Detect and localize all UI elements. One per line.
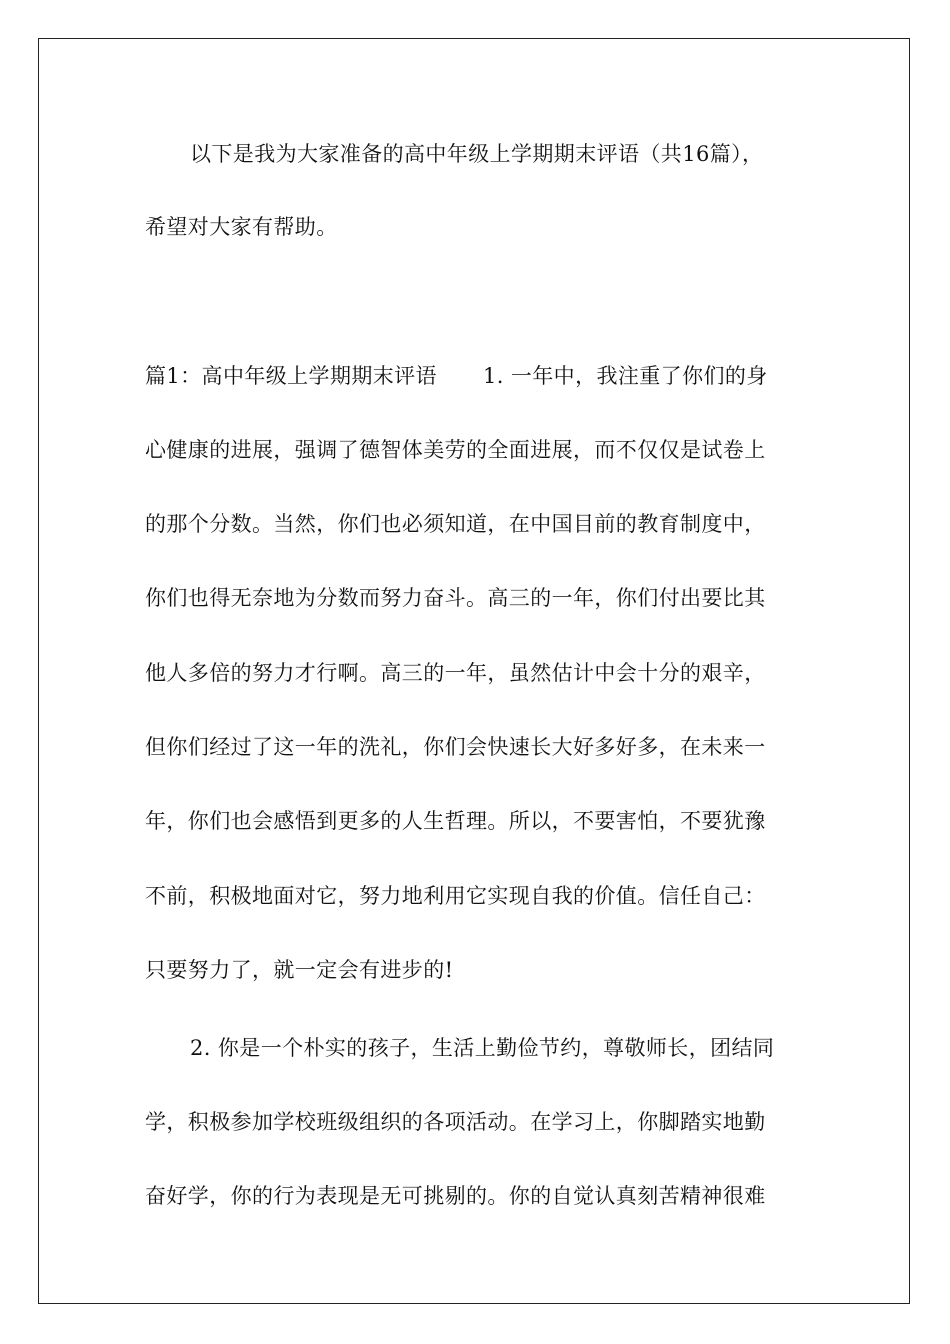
item-2-line: 学，积极参加学校班级组织的各项活动。在学习上，你脚踏实地勤 xyxy=(145,1110,766,1134)
intro-line-2: 希望对大家有帮助。 xyxy=(145,215,338,239)
item-2-line: 2. 你是一个朴实的孩子，生活上勤俭节约，尊敬师长，团结同 xyxy=(190,1036,775,1060)
item-1-line: 心健康的进展，强调了德智体美劳的全面进展，而不仅仅是试卷上 xyxy=(145,438,766,462)
item-2-line: 奋好学，你的行为表现是无可挑剔的。你的自觉认真刻苦精神很难 xyxy=(145,1184,766,1208)
item-1-line: 但你们经过了这一年的洗礼，你们会快速长大好多好多，在未来一 xyxy=(145,735,766,759)
item-1-line: 只要努力了，就一定会有进步的! xyxy=(145,958,454,982)
item-1-line: 你们也得无奈地为分数而努力奋斗。高三的一年，你们付出要比其 xyxy=(145,586,766,610)
section-1-first-line xyxy=(145,362,768,390)
item-1-line: 的那个分数。当然，你们也必须知道，在中国目前的教育制度中， xyxy=(145,512,766,536)
section-heading: 篇1：高中年级上学期期末评语 xyxy=(145,364,437,388)
item-1-line: 年，你们也会感悟到更多的人生哲理。所以，不要害怕，不要犹豫 xyxy=(145,809,766,833)
item-1-line: 不前，积极地面对它，努力地利用它实现自我的价值。信任自己： xyxy=(145,884,766,908)
item-1-line: 他人多倍的努力才行啊。高三的一年，虽然估计中会十分的艰辛， xyxy=(145,661,766,685)
intro-line-1: 以下是我为大家准备的高中年级上学期期末评语（共16篇）， xyxy=(190,142,764,166)
item-1-start: 1. 一年中，我注重了你们的身 xyxy=(482,364,768,388)
